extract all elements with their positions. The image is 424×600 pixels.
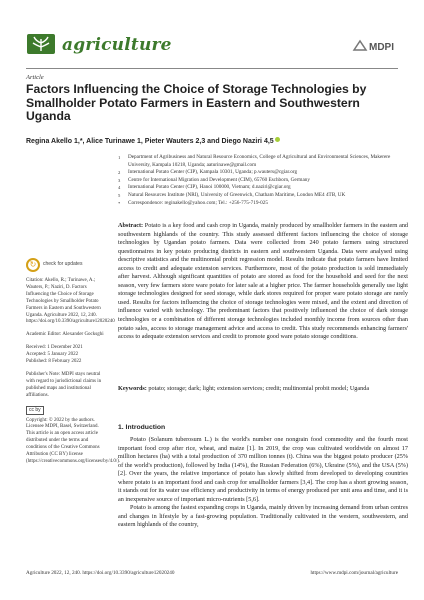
footer-journal-link[interactable]: https://www.mdpi.com/journal/agriculture	[310, 570, 398, 576]
keywords	[118, 385, 408, 394]
citation-text: Citation: Akello, R.; Turinawe, A.; Wauters, P.; Naziri, D. Factors Influencing the Choice of Storage Technologies by Smallholder Potato Farmers in Eastern and Southwestern Uganda. Agriculture 2022, 12, 240. https://doi.org/10.3390/agriculture12020240	[26, 278, 115, 325]
received-date: Received: 1 December 2021	[26, 345, 83, 351]
mdpi-logo-icon[interactable]	[352, 36, 398, 56]
author-list	[26, 137, 406, 145]
affiliation-number: 1	[118, 155, 121, 160]
published-date: Published: 8 February 2022	[26, 359, 82, 365]
affiliation-text: Natural Resources Institute (NRI), University of Greenwich, Chatham Maritime, London ME4 4TB, UK	[128, 191, 346, 198]
check-for-updates-button[interactable]	[26, 258, 108, 272]
keywords-text: potato; storage; dark; light; extension services; credit; multinomial probit model; Uganda	[148, 385, 370, 392]
intro-paragraph: Potato (Solanum tuberosum L.) is the world's number one nongrain food commodity and the fourth most important food crop after rice, wheat, and maize [1]. In 2019, the crop was cultivated worldwide on almost 17 million hectares (ha) with a total production of 370 million tonnes (t). China was the biggest potato producer (25% of the world's production), followed by India (14%), the Russian Federation (6%), Ukraine (5%), and the USA (5%) [2]. Over the years, the relative importance of potato has slowly shifted from developed to developing countries where potato is an important food and cash crop for smallholder farmers [3,4]. The crop has a short growing season, it stands out for its water use efficiency and productivity in terms of energy produced per unit area and time, and it is an inexpensive source of important micro-nutrients [5,6].	[118, 436, 408, 503]
abstract-label: Abstract:	[118, 222, 144, 229]
affiliation-number: *	[118, 200, 121, 206]
abstract	[118, 222, 408, 342]
publisher-note: Publisher's Note: MDPI stays neutral with regard to jurisdictional claims in published maps and institutional affiliations.	[26, 371, 102, 398]
agriculture-logo-icon	[26, 32, 56, 56]
affiliation-text: International Potato Center (CIP), Kampala 10301, Uganda; p.wauters@cgiar.org	[128, 169, 298, 176]
journal-name[interactable]: agriculture	[62, 35, 172, 55]
affiliation-number: 3	[118, 177, 121, 183]
page-footer	[26, 570, 398, 576]
intro-paragraph: Potato is among the fastest expanding crops in Uganda, mainly driven by increasing demand from urban centres and changes in lifestyle by a fast-growing population. Traditionally cultivated in the western, southwestern, and eastern highlands of the country,	[118, 504, 408, 529]
affiliations	[118, 154, 408, 207]
affiliation-number: 5	[118, 192, 121, 198]
affiliation-item	[118, 184, 408, 192]
authors-text: Regina Akello 1,*, Alice Turinawe 1, Pieter Wauters 2,3 and Diego Naziri 4,5	[26, 138, 274, 145]
cc-by-license-badge[interactable]: cc by	[26, 406, 44, 415]
affiliation-text: Correspondence: reginakello@yahoo.com; Tel.: +256-775-719-025	[128, 199, 268, 206]
article-title: Factors Influencing the Choice of Storage Technologies by Smallholder Potato Farmers in Eastern and Southwestern Uganda	[26, 82, 367, 124]
article-sidebar	[26, 258, 121, 472]
journal-header	[26, 30, 398, 62]
affiliation-item	[118, 169, 408, 177]
affiliation-text: Centre for International Migration and Development (CIM), 65760 Eschborn, Germany	[128, 176, 310, 183]
accepted-date: Accepted: 5 January 2022	[26, 352, 79, 358]
affiliation-item	[118, 200, 408, 208]
affiliation-item	[118, 154, 408, 169]
affiliation-item	[118, 192, 408, 200]
orcid-icon[interactable]	[275, 137, 280, 142]
copyright-text: Copyright: © 2022 by the authors. Licensee MDPI, Basel, Switzerland. This article is an open access article distributed under the terms and conditions of the Creative Commons Attribution (CC BY) license (https://creativecommons.org/licenses/by/4.0/).	[26, 417, 121, 464]
check-updates-label: check for updates	[43, 261, 83, 268]
affiliation-text: International Potato Center (CIP), Hanoi 100000, Vietnam; d.naziri@cgiar.org	[128, 184, 291, 191]
keywords-label: Keywords:	[118, 385, 147, 392]
academic-editor: Academic Editor: Alexander Gocksghi	[26, 332, 104, 338]
abstract-text: Potato is a key food and cash crop in Uganda, mainly produced by smallholder farmers in the eastern and southwestern highlands of the country. This study assessed different factors influencing the choice of storage technologies by Ugandan potato farmers. Data were collected from 240 potato farmers using structured questionnaires in key potato producing districts in eastern and southwestern Uganda. Data were analysed using descriptive statistics and the multinomial probit regression model. Results indicate that potato farmers have limited access to credit and adequate extension services. Furthermore, most of the potato production is sold immediately after harvest. Although significant quantities of potato are stored as food for the household and seed for the next season, very few farmers store ware potato for later sale at a higher price. The farmer households generally use light storage technologies designed for seed storage, while dark stores required for proper ware potato storage are rarely used. Results for factors influencing the choice of storage technologies were mixed, and the extent and direction of influence varied with technology. The predominant factors that positively influenced the choice of dark storage technologies or a combination of different storage technologies included monthly income from sources other than potato sales, access to storage management advice and access to credit. This study recommends enhancing farmers' access to adequate extension services and credit to promote good ware potato storage conditions.	[118, 222, 409, 341]
affiliation-number: 4	[118, 185, 121, 191]
section-heading: 1. Introduction	[118, 424, 166, 431]
header-divider	[26, 68, 398, 69]
affiliation-number: 2	[118, 170, 121, 176]
publisher-name: MDPI	[369, 42, 394, 53]
affiliation-text: Department of Agribusiness and Natural Resource Economics, College of Agricultural and Environmental Sciences, Makerere University, Kampala 10218, Uganda; aaturinawe@gmail.com	[128, 154, 391, 168]
introduction-body	[118, 436, 408, 530]
footer-citation[interactable]: Agriculture 2022, 12, 240. https://doi.org/10.3390/agriculture12020240	[26, 570, 175, 576]
refresh-icon: ↻	[26, 258, 40, 272]
article-type: Article	[26, 74, 44, 81]
